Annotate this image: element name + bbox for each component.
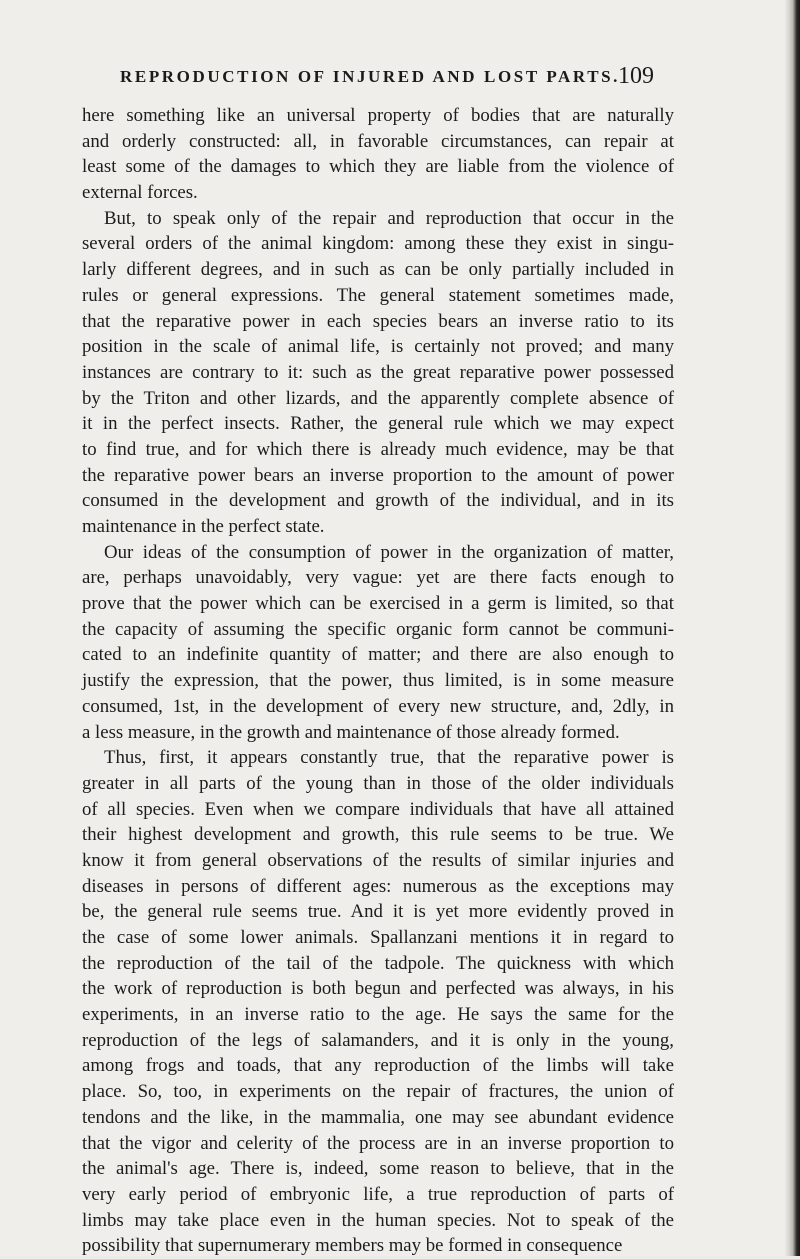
text-line: consumed in the development and growth of the individual, and in its — [82, 490, 674, 512]
running-head — [0, 64, 800, 90]
text-line: place. So, too, in experiments on the repair of fractures, the union of — [82, 1081, 674, 1103]
text-line: a less measure, in the growth and maintenance of those already formed. — [82, 721, 620, 743]
text-line: But, to speak only of the repair and reproduction that occur in the — [104, 207, 674, 229]
text-line: that the vigor and celerity of the process are in an inverse proportion to — [82, 1132, 674, 1154]
text-line: the capacity of assuming the specific organic form cannot be communi- — [82, 618, 674, 640]
text-line: to find true, and for which there is already much evidence, may be that — [82, 438, 674, 460]
text-line: tendons and the like, in the mammalia, one may see abundant evidence — [82, 1106, 674, 1128]
text-line: here something like an universal property of bodies that are naturally — [82, 105, 674, 126]
text-line: by the Triton and other lizards, and the apparently complete absence of — [82, 387, 674, 409]
text-line: of all species. Even when we compare individuals that have all attained — [82, 798, 674, 820]
text-line: consumed, 1st, in the development of every new structure, and, 2dly, in — [82, 695, 674, 717]
text-line: prove that the power which can be exercised in a germ is limited, so that — [82, 593, 674, 615]
text-line: very early period of embryonic life, a true reproduction of parts of — [82, 1183, 674, 1205]
text-line: the reproduction of the tail of the tadpole. The quickness with which — [82, 952, 674, 974]
text-line: that the reparative power in each species bears an inverse ratio to its — [82, 310, 674, 332]
text-line: justify the expression, that the power, thus limited, is in some measure — [82, 670, 674, 692]
text-line: least some of the damages to which they are liable from the violence of — [82, 156, 674, 178]
text-line: Our ideas of the consumption of power in the organization of matter, — [104, 541, 674, 563]
text-line: cated to an indefinite quantity of matter; and there are also enough to — [82, 644, 674, 666]
text-line: are, perhaps unavoidably, very vague: yet are there facts enough to — [82, 567, 674, 589]
text-line: diseases in persons of different ages: numerous as the exceptions may — [82, 875, 674, 897]
text-line: the work of reproduction is both begun and perfected was always, in his — [82, 978, 674, 1000]
page-number: 109 — [618, 63, 654, 89]
text-line: the case of some lower animals. Spallanzani mentions it in regard to — [82, 927, 674, 948]
text-line: instances are contrary to it: such as the great reparative power possessed — [82, 361, 674, 383]
text-line: several orders of the animal kingdom: among these they exist in singu- — [82, 233, 674, 255]
text-line: reproduction of the legs of salamanders, and it is only in the young, — [82, 1029, 674, 1051]
text-line: the reparative power bears an inverse proportion to the amount of power — [82, 464, 674, 486]
text-line: experiments, in an inverse ratio to the age. He says the same for the — [82, 1004, 674, 1026]
text-line: be, the general rule seems true. And it is yet more evidently proved in — [82, 901, 674, 923]
text-line: maintenance in the perfect state. — [82, 516, 325, 537]
body-text — [82, 103, 674, 1259]
text-line: possibility that supernumerary members may be formed in consequence — [82, 1235, 623, 1257]
text-line: larly different degrees, and in such as can be only partially included in — [82, 259, 674, 281]
running-head-title: REPRODUCTION OF INJURED AND LOST PARTS. — [120, 67, 621, 86]
text-line: Thus, first, it appears constantly true, that the reparative power is — [104, 747, 674, 769]
text-line: it in the perfect insects. Rather, the general rule which we may expect — [82, 413, 674, 435]
page-binding-edge — [784, 0, 800, 1256]
text-line: external forces. — [82, 182, 198, 204]
text-line: the animal's age. There is, indeed, some reason to believe, that in the — [82, 1158, 674, 1180]
text-line: position in the scale of animal life, is certainly not proved; and many — [82, 336, 674, 358]
text-line: know it from general observations of the results of similar injuries and — [82, 849, 674, 871]
text-line: greater in all parts of the young than in those of the older individuals — [82, 772, 674, 794]
text-line: rules or general expressions. The general statement sometimes made, — [82, 284, 674, 306]
text-line: and orderly constructed: all, in favorable circumstances, can repair at — [82, 130, 674, 152]
text-line: limbs may take place even in the human species. Not to speak of the — [82, 1209, 674, 1231]
text-line: their highest development and growth, this rule seems to be true. We — [82, 824, 674, 846]
text-line: among frogs and toads, that any reproduction of the limbs will take — [82, 1055, 674, 1077]
